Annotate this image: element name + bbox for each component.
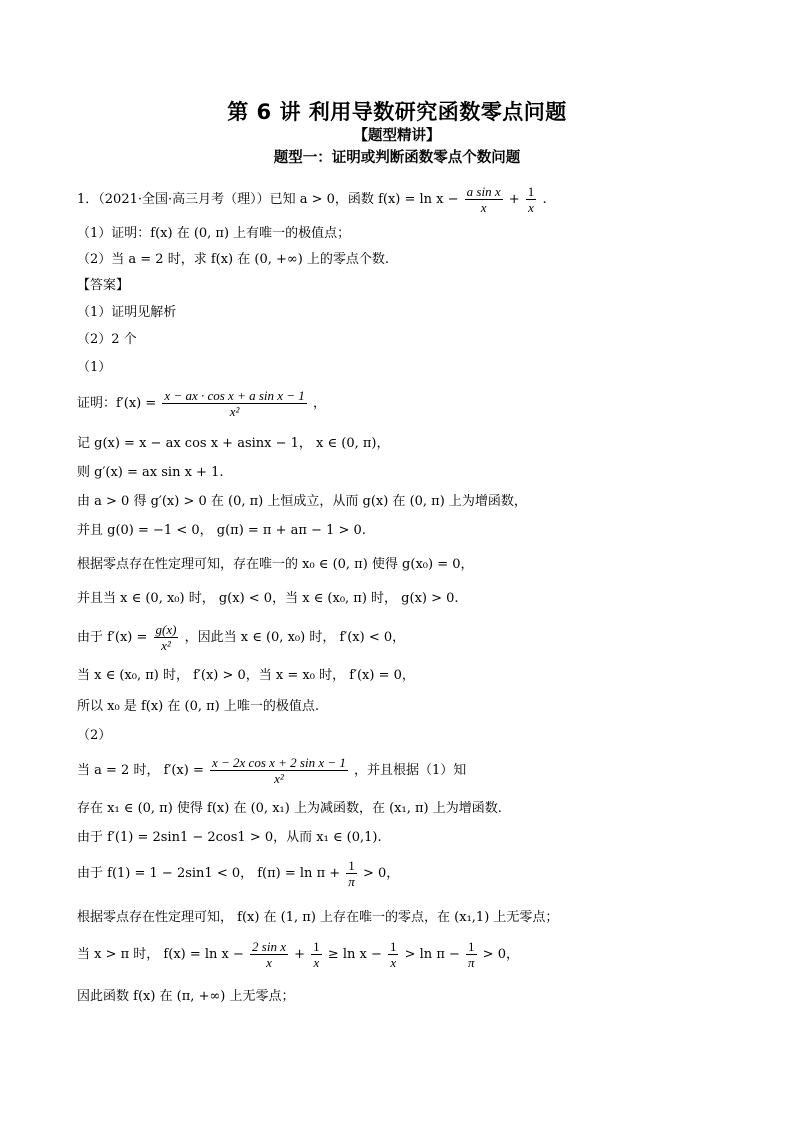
gx-over-x2-fraction: $\frac{g(x)}{\text{x²}}$: [155, 622, 177, 653]
page-title: 第 6 讲 利用导数研究函数零点问题: [227, 100, 567, 124]
solution-part2-label: （2）: [77, 728, 112, 743]
problem-statement: 1．（2021·全国·高三月考（理））已知 a > 0，函数 f(x) = ln x − $\frac{\text{a sin x}}{x}$ + $\frac{1}{x}$ .: [77, 184, 547, 215]
answer-part2: （2）2 个: [77, 332, 137, 347]
two-sinx-over-x-fraction: $\frac{\text{2 sin x}}{x}$: [252, 939, 286, 970]
solution-line-2: 记 g(x) = x − ax cos x + asinx − 1， x ∈ (0, π)，: [77, 436, 390, 451]
problem-part1: （1）证明：f(x) 在 (0, π) 上有唯一的极值点；: [77, 226, 351, 241]
derivative-fraction-a2: $\frac{\text{x − 2x cos x + 2 sin x − 1}}{\text{x²}}$: [211, 755, 346, 786]
answer-part1: （1）证明见解析: [77, 305, 177, 320]
solution-line-5: 并且 g(0) = −1 < 0， g(π) = π + aπ − 1 > 0.: [77, 523, 366, 538]
solution-line-13: 由于 f′(1) = 2sin1 − 2cos1 > 0，从而 x₁ ∈ (0,1).: [77, 830, 382, 845]
fraction-1-over-x: $\frac{1}{x}$: [527, 184, 535, 215]
answer-label: 【答案】: [77, 278, 130, 293]
solution-part1-label: （1）: [77, 360, 112, 375]
topic-heading: 题型一：证明或判断函数零点个数问题: [273, 150, 521, 166]
one-over-x-fraction-a: $\frac{1}{x}$: [313, 939, 320, 970]
section-tag: 【题型精讲】: [353, 128, 441, 144]
solution-line-9: 当 x ∈ (x₀, π) 时， f′(x) > 0，当 x = x₀ 时， f′(x) = 0，: [77, 668, 415, 683]
solution-line-derivative: 证明：f′(x) = $\frac{\text{x − ax · cos x + a sin x − 1}}{\text{x²}}$ ，: [77, 388, 326, 419]
solution-line-10: 所以 x₀ 是 f(x) 在 (0, π) 上唯一的极值点.: [77, 699, 319, 714]
fraction-a-sinx-over-x: $\frac{\text{a sin x}}{x}$: [466, 184, 501, 215]
solution-line-14: 由于 f(1) = 1 − 2sin1 < 0， f(π) = ln π + $\frac{1}{\pi}$ > 0，: [77, 858, 400, 889]
one-over-pi-fraction: $\frac{1}{\pi}$: [348, 858, 355, 889]
solution-line-12: 存在 x₁ ∈ (0, π) 使得 f(x) 在 (0, x₁) 上为减函数，在 (x₁, π) 上为增函数.: [77, 801, 502, 816]
solution-line-11: 当 a = 2 时， f′(x) = $\frac{\text{x − 2x cos x + 2 sin x − 1}}{\text{x²}}$ ，并且根据（1）知: [77, 755, 467, 786]
solution-line-6: 根据零点存在性定理可知，存在唯一的 x₀ ∈ (0, π) 使得 g(x₀) = 0，: [77, 557, 474, 572]
solution-line-4: 由 a > 0 得 g′(x) > 0 在 (0, π) 上恒成立，从而 g(x) 在 (0, π) 上为增函数，: [77, 494, 527, 509]
derivative-fraction: $\frac{\text{x − ax · cos x + a sin x − 1}}{\text{x²}}$: [164, 388, 305, 419]
solution-line-15: 根据零点存在性定理可知， f(x) 在 (1, π) 上存在唯一的零点，在 (x₁,1) 上无零点；: [77, 910, 559, 925]
solution-line-17: 因此函数 f(x) 在 (π, +∞) 上无零点；: [77, 989, 295, 1004]
solution-line-3: 则 g′(x) = ax sin x + 1.: [77, 465, 224, 480]
solution-line-16: 当 x > π 时， f(x) = ln x − $\frac{\text{2 sin x}}{x}$ + $\frac{1}{x}$ ≥ ln x − $\frac{1}{x}$ > ln π − $\frac{1}{\pi}$ > 0，: [77, 939, 519, 970]
problem-intro: 1．（2021·全国·高三月考（理））已知 a > 0，函数 f(x) = ln x −: [77, 192, 463, 207]
solution-line-8: 由于 f′(x) = $\frac{g(x)}{\text{x²}}$ ，因此当 x ∈ (0, x₀) 时， f′(x) < 0，: [77, 622, 406, 653]
solution-line-7: 并且当 x ∈ (0, x₀) 时， g(x) < 0，当 x ∈ (x₀, π) 时， g(x) > 0.: [77, 591, 459, 606]
one-over-x-fraction-b: $\frac{1}{x}$: [389, 939, 397, 970]
problem-part2: （2）当 a = 2 时，求 f(x) 在 (0, +∞) 上的零点个数.: [77, 252, 390, 267]
one-over-pi-fraction-b: $\frac{1}{\pi}$: [468, 939, 475, 970]
